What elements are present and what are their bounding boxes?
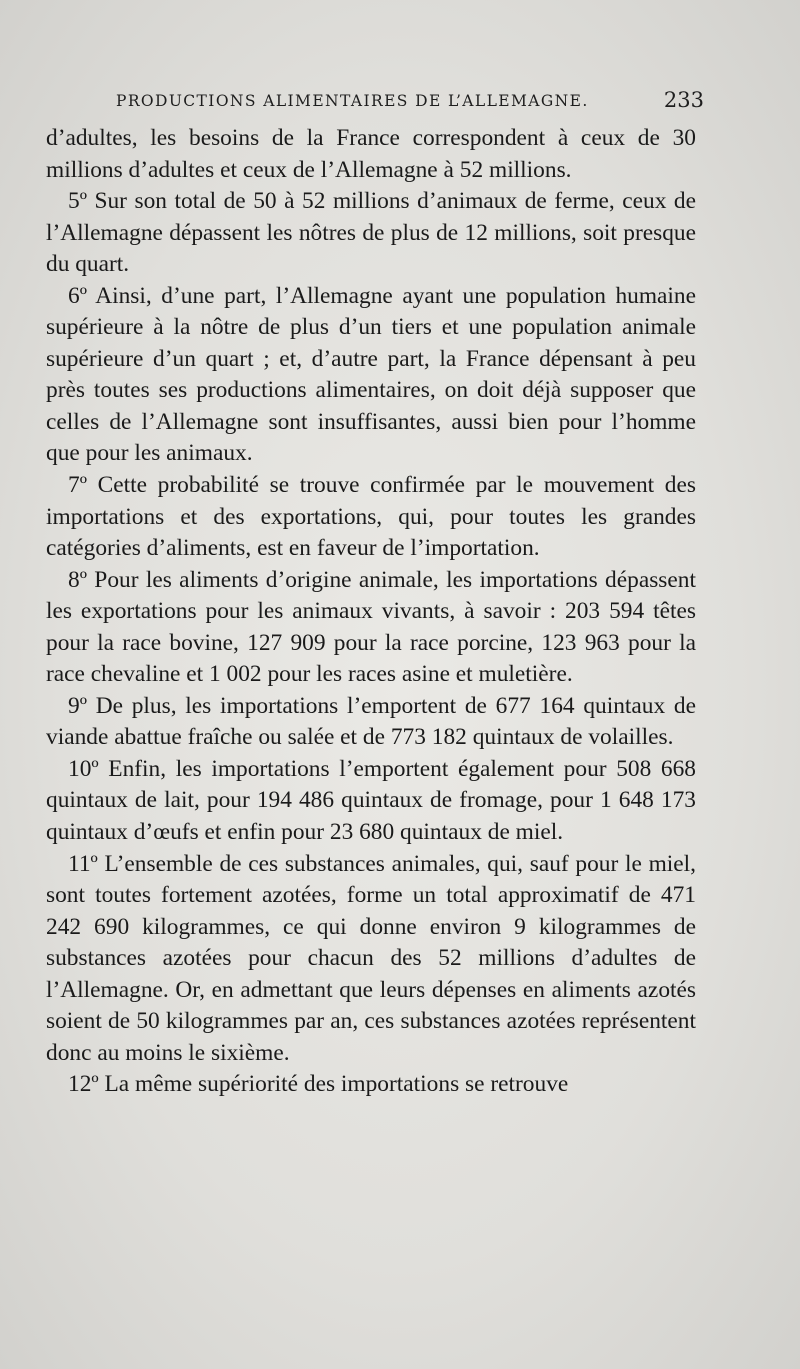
paragraph-number: 5º: [68, 188, 87, 215]
paragraph-11: [46, 849, 696, 1070]
paragraph-6: [46, 281, 696, 470]
page-header: [48, 88, 704, 118]
body-text: [46, 123, 696, 1101]
paragraph-text: La même supériorité des importations se retrouve: [98, 1071, 569, 1098]
paragraph-text: Ainsi, d’une part, l’Allemagne ayant une population humaine supérieure à la nôtre de plus d’un tiers et une population animale supérieure d’un quart ; et, d’autre part, la France dépensant à peu près toutes ses productions alimentaires, on doit déjà supposer que celles de l’Allemagne sont insuffisantes, aussi bien pour l’homme que pour les animaux.: [46, 282, 696, 467]
paragraph-9: [46, 691, 696, 754]
paragraph-5: [46, 186, 696, 281]
paragraph-number: 8º: [68, 566, 87, 593]
paragraph-number: 12º: [68, 1071, 99, 1098]
paragraph-text: L’ensemble de ces substances animales, qui, sauf pour le miel, sont toutes fortement azotées, forme un total approximatif de 471 242 690 kilogrammes, ce qui donne environ 9 kilogrammes de substances azotées pour chacun des 52 millions d’adultes de l’Allemagne. Or, en admettant que leurs dépenses en aliments azotés soient de 50 kilogrammes par an, ces substances azotées représentent donc au moins le sixième.: [46, 850, 696, 1066]
paragraph-text: Pour les aliments d’origine animale, les importations dépassent les exportations pour les animaux vivants, à savoir : 203 594 têtes pour la race bovine, 127 909 pour la race porcine, 123 963 pour la race chevaline et 1 002 pour les races asine et muletière.: [46, 566, 696, 688]
paragraph-10: [46, 754, 696, 849]
page-number: 233: [663, 88, 704, 112]
paragraph-number: 11º: [68, 850, 98, 877]
paragraph-text: De plus, les importations l’emportent de 677 164 quintaux de viande abattue fraîche ou salée et de 773 182 quintaux de volailles.: [46, 692, 696, 751]
paragraph-text: d’adultes, les besoins de la France correspondent à ceux de 30 millions d’adultes et ceux de l’Allemagne à 52 millions.: [46, 125, 696, 183]
paragraph-number: 7º: [68, 472, 87, 499]
paragraph-text: Enfin, les importations l’emportent également pour 508 668 quintaux de lait, pour 194 486 quintaux de fromage, pour 1 648 173 quintaux d’œufs et enfin pour 23 680 quintaux de miel.: [46, 755, 696, 846]
paragraph-number: 9º: [68, 692, 87, 719]
paragraph-8: [46, 565, 696, 691]
running-head: PRODUCTIONS ALIMENTAIRES DE L’ALLEMAGNE.: [116, 92, 589, 110]
paragraph-text: Cette probabilité se trouve confirmée par le mouvement des importations et des exportations, qui, pour toutes les grandes catégories d’aliments, est en faveur de l’importation.: [46, 472, 696, 562]
paragraph-number: 6º: [68, 282, 87, 309]
paragraph-continuation: [46, 123, 696, 186]
paragraph-7: [46, 470, 696, 565]
paragraph-number: 10º: [68, 755, 99, 782]
paragraph-text: Sur son total de 50 à 52 millions d’animaux de ferme, ceux de l’Allemagne dépassent les nôtres de plus de 12 millions, soit presque du quart.: [46, 188, 696, 278]
paragraph-12: [46, 1069, 696, 1101]
